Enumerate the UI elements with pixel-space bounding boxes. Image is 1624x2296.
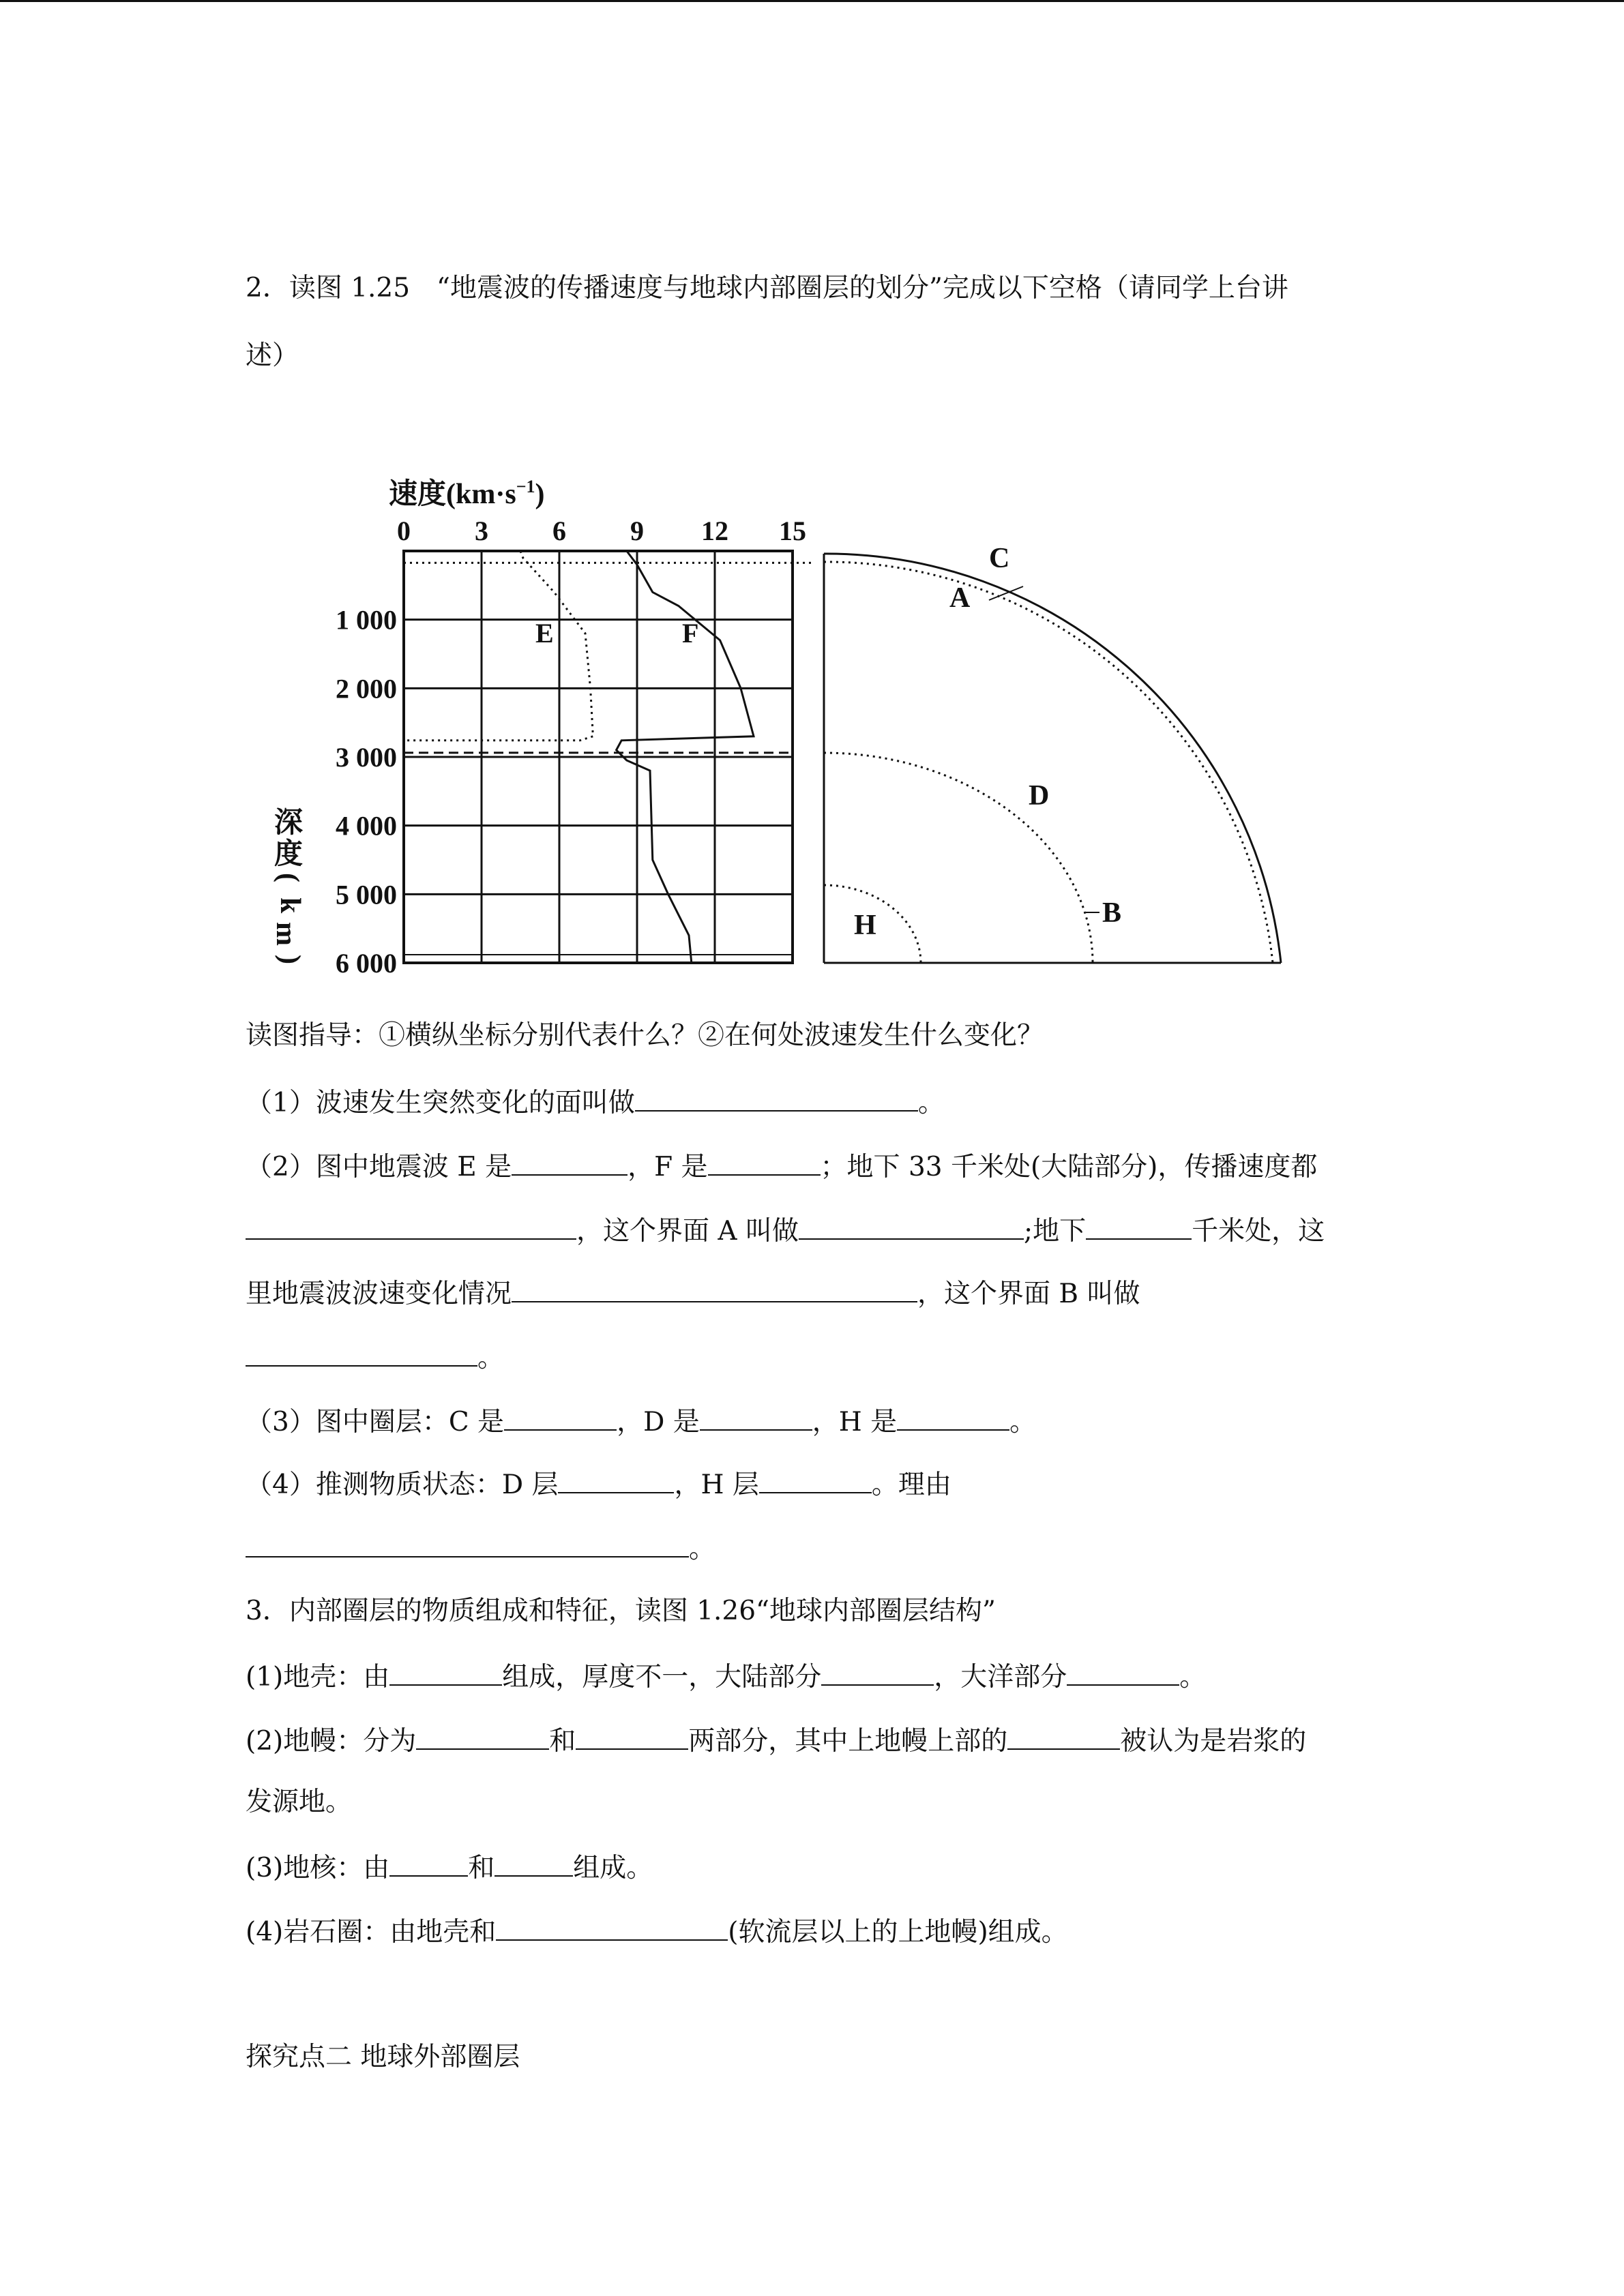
x-tick-label: 0 [397, 516, 411, 546]
x-tick-label: 12 [701, 516, 728, 546]
question-3-title: 3．内部圈层的物质组成和特征，读图 1.26“地球内部圈层结构” [246, 1596, 996, 1626]
answer-blank[interactable] [558, 1467, 674, 1493]
question-2-intro-cont [246, 340, 299, 372]
y-tick-label: 6 000 [336, 948, 397, 979]
answer-blank[interactable] [512, 1150, 628, 1176]
question-3-2: (2)地幔：分为 和 两部分，其中上地幔上部的 被认为是岩浆的 [246, 1724, 1306, 1757]
x-tick-label: 6 [552, 516, 566, 546]
y-tick-label: 2 000 [336, 673, 397, 704]
y-tick-label: 5 000 [336, 879, 397, 910]
question-2-line-2: 述） [246, 340, 299, 371]
answer-blank[interactable] [708, 1150, 821, 1176]
series-e-curve [404, 551, 593, 741]
answer-blank[interactable] [1086, 1214, 1192, 1240]
moho-arc [824, 562, 1273, 963]
figure-1-25 [246, 464, 1310, 982]
depth-axis-label [270, 807, 306, 964]
answer-blank[interactable] [799, 1214, 1024, 1240]
svg-text:k: k [274, 897, 306, 914]
svg-text:度: 度 [274, 839, 304, 870]
y-tick-label: 4 000 [336, 810, 397, 841]
reading-guide [246, 1020, 1044, 1052]
earth-quarter-section [824, 543, 1281, 963]
question-3-4: (4)岩石圈：由地壳和 (软流层以上的上地幔)组成。 [246, 1915, 1068, 1948]
chart-grid [404, 551, 813, 963]
reading-guide-text: 读图指导：①横纵坐标分别代表什么？②在何处波速发生什么变化？ [246, 1020, 1044, 1051]
wave-f-label: F [682, 618, 699, 648]
answer-blank[interactable] [759, 1467, 872, 1493]
question-2-4-cont: 。 [246, 1532, 715, 1565]
earth-surface-arc [824, 554, 1281, 963]
wave-e-label: E [535, 618, 554, 648]
question-2-2: （2）图中地震波 E 是 ，F 是 ；地下 33 千米处(大陆部分)，传播速度都 [246, 1150, 1317, 1183]
question-3-3: (3)地核：由 和 组成。 [246, 1851, 653, 1884]
layer-b-label: B [1102, 897, 1122, 929]
label-a-leader [989, 586, 1023, 600]
question-2-1: （1）波速发生突然变化的面叫做 。 [246, 1086, 945, 1119]
question-2-intro [246, 273, 1288, 304]
y-tick-label: 1 000 [336, 604, 397, 636]
answer-blank[interactable] [576, 1724, 688, 1750]
layer-d-label: D [1029, 780, 1050, 811]
question-2-2-cont-2: 里地震波波速变化情况 ，这个界面 B 叫做 [246, 1277, 1140, 1310]
svg-text:(: ( [273, 873, 304, 882]
svg-text:m: m [270, 922, 301, 946]
layer-a-label: A [949, 582, 971, 614]
answer-blank[interactable] [389, 1660, 502, 1686]
answer-blank[interactable] [700, 1405, 812, 1431]
y-tick-label: 3 000 [336, 742, 397, 773]
question-2-2-cont-3: 。 [246, 1341, 504, 1374]
answer-blank[interactable] [246, 1532, 689, 1557]
answer-blank[interactable] [246, 1341, 477, 1367]
x-tick-label: 3 [475, 516, 488, 546]
answer-blank[interactable] [389, 1851, 468, 1877]
question-3-1: (1)地壳：由 组成，厚度不一，大陆部分 ，大洋部分 。 [246, 1660, 1206, 1693]
page-top-border [0, 0, 1624, 2]
svg-text:深: 深 [274, 807, 304, 839]
answer-blank[interactable] [635, 1086, 918, 1112]
answer-blank[interactable] [512, 1277, 917, 1302]
speed-axis-label: 速度$(km\cdot s^{-1})$ [389, 477, 545, 510]
question-3-2-cont: 发源地。 [246, 1787, 353, 1817]
seismic-wave-chart [246, 464, 1310, 982]
layer-h-label: H [854, 910, 876, 941]
x-tick-label: 15 [779, 516, 806, 546]
answer-blank[interactable] [897, 1405, 1009, 1431]
answer-blank[interactable] [504, 1405, 617, 1431]
svg-text:): ) [274, 955, 306, 964]
answer-blank[interactable] [496, 1915, 728, 1941]
question-2-3: （3）图中圈层：C 是 ，D 是 ，H 是 。 [246, 1405, 1036, 1438]
question-2-4: （4）推测物质状态：D 层 ，H 层 。理由 [246, 1467, 951, 1501]
answer-blank[interactable] [246, 1214, 576, 1240]
question-2-2-cont-1: ，这个界面 A 叫做 ;地下 千米处，这 [246, 1214, 1325, 1247]
section-heading-2: 探究点二 地球外部圈层 [246, 2042, 520, 2072]
answer-blank[interactable] [1067, 1660, 1179, 1686]
y-tick-labels [336, 605, 397, 979]
answer-blank[interactable] [1007, 1724, 1120, 1750]
layer-c-label: C [989, 543, 1010, 574]
x-tick-labels [397, 516, 806, 546]
answer-blank[interactable] [494, 1851, 573, 1877]
answer-blank[interactable] [821, 1660, 934, 1686]
x-tick-label: 9 [630, 516, 644, 546]
question-2-line-1: 2．读图 1.25 “地震波的传播速度与地球内部圈层的划分”完成以下空格（请同学上台讲 [246, 273, 1288, 303]
answer-blank[interactable] [416, 1724, 549, 1750]
